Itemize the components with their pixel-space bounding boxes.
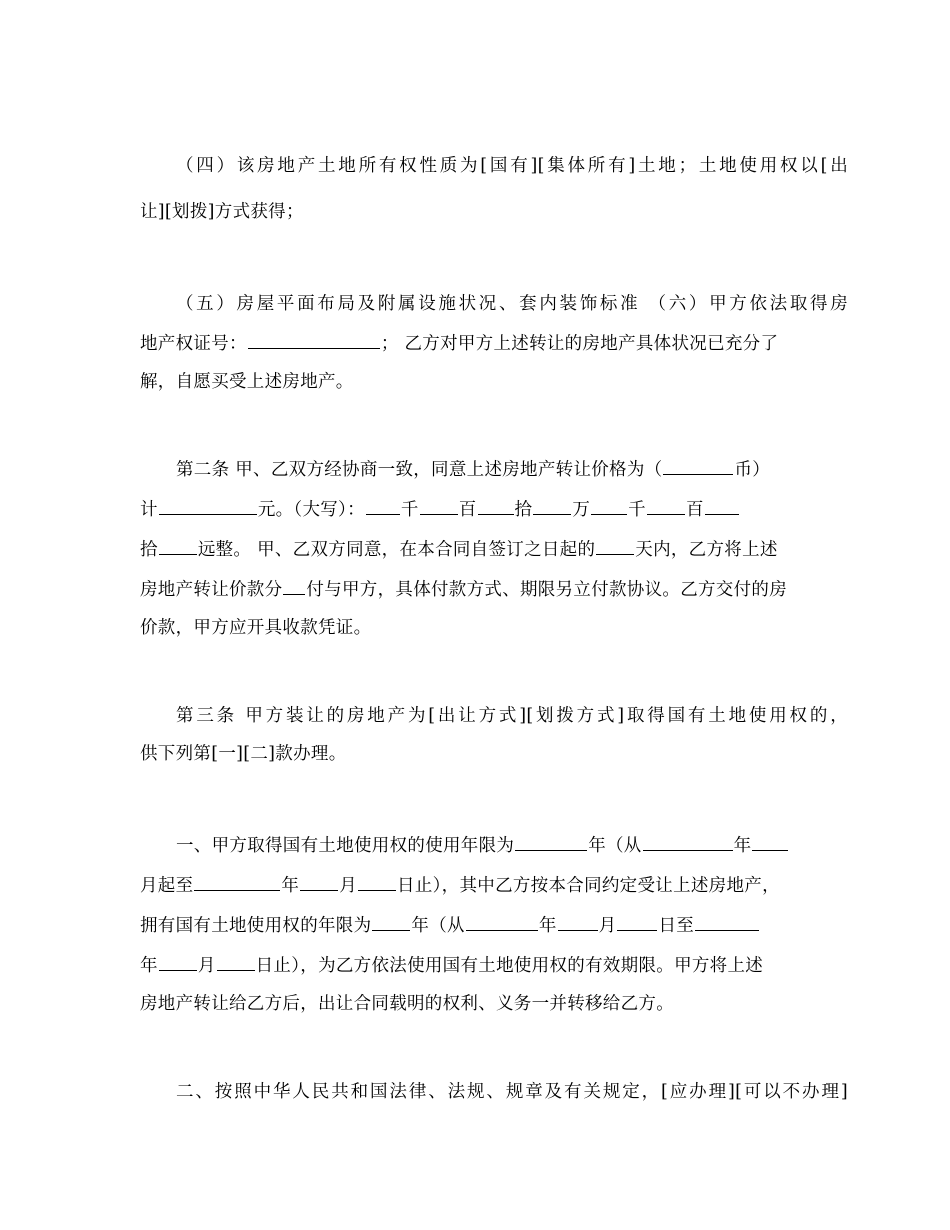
blank[interactable]	[194, 872, 280, 891]
text: 供下列第[一][二]款办理。	[140, 744, 347, 764]
text: 日至	[658, 916, 695, 936]
text: 地产权证号：	[140, 334, 247, 354]
blank[interactable]	[478, 496, 514, 515]
text: 拾	[140, 540, 158, 560]
text: （四）该房地产土地所有权性质为[国有][集体所有]土地；土地使用权以[出	[176, 156, 848, 176]
blank[interactable]	[300, 872, 338, 891]
text: 天内，乙方将上述	[635, 540, 778, 560]
blank[interactable]	[695, 912, 759, 931]
text: 年	[281, 876, 300, 896]
text: 让][划拨]方式获得；	[140, 202, 304, 222]
currency-blank[interactable]	[663, 456, 733, 475]
text: 付与甲方，具体付款方式、期限另立付款协议。乙方交付的房	[306, 580, 788, 600]
blank[interactable]	[515, 832, 587, 851]
section-5-line-1	[176, 292, 848, 316]
article-2-line-2	[140, 496, 812, 522]
text: 万	[572, 500, 591, 520]
clause-1-line-4	[140, 952, 812, 978]
text: 千	[628, 500, 646, 520]
text: 年（从	[588, 836, 642, 856]
clause-1-line-1	[176, 832, 848, 858]
text: 价款，甲方应开具收款凭证。	[140, 618, 372, 638]
blank[interactable]	[420, 496, 458, 515]
text: 月起至	[140, 876, 194, 896]
clause-1-line-2	[140, 872, 812, 898]
text: 日止），为乙方依法使用国有土地使用权的有效期限。甲方将上述	[255, 956, 764, 976]
blank[interactable]	[558, 912, 598, 931]
text: 解，自愿买受上述房地产。	[140, 372, 354, 392]
text: 月	[197, 956, 216, 976]
text: 二、按照中华人民共和国法律、法规、规章及有关规定，[应办理][可以不办理]	[176, 1082, 848, 1102]
blank[interactable]	[217, 952, 255, 971]
text: 第三条 甲方装让的房地产为[出让方式][划拨方式]取得国有土地使用权的，	[176, 706, 848, 726]
text: 币）	[734, 460, 771, 480]
blank[interactable]	[647, 496, 685, 515]
article-3-line-1	[176, 704, 848, 728]
text: 元。（大写）：	[257, 500, 365, 520]
blank[interactable]	[159, 952, 197, 971]
text: 房地产转让给乙方后，出让合同载明的权利、义务一并转移给乙方。	[140, 994, 674, 1014]
article-3-line-2	[140, 742, 812, 766]
article-2-line-3	[140, 536, 812, 562]
text: 年（从	[411, 916, 465, 936]
section-5-line-2	[140, 330, 812, 356]
text: 年	[140, 956, 158, 976]
text: 千	[400, 500, 419, 520]
text: ； 乙方对甲方上述转让的房地产具体状况已充分了	[380, 334, 779, 354]
text: 拥有国有土地使用权的年限为	[140, 916, 372, 936]
text: 百	[685, 500, 704, 520]
section-5-line-3	[140, 370, 812, 394]
blank[interactable]	[617, 912, 657, 931]
blank[interactable]	[366, 496, 400, 515]
clause-2-line-1	[176, 1080, 848, 1104]
article-2-line-5	[140, 616, 812, 640]
installments-blank[interactable]	[283, 576, 305, 595]
text: 远整。 甲、乙双方同意，在本合同自签订之日起的	[197, 540, 596, 560]
days-blank[interactable]	[596, 536, 634, 555]
text: 日止），其中乙方按本合同约定受让上述房地产，	[397, 876, 780, 896]
blank[interactable]	[466, 912, 538, 931]
blank[interactable]	[643, 832, 733, 851]
blank[interactable]	[358, 872, 396, 891]
blank[interactable]	[705, 496, 739, 515]
text: 拾	[514, 500, 533, 520]
clause-1-line-5	[140, 992, 812, 1016]
blank[interactable]	[159, 536, 197, 555]
property-cert-number-blank[interactable]	[248, 330, 380, 349]
article-2-line-1	[176, 456, 848, 482]
text: 年	[733, 836, 752, 856]
blank[interactable]	[591, 496, 627, 515]
blank[interactable]	[533, 496, 571, 515]
text: 百	[458, 500, 477, 520]
article-2-line-4	[140, 576, 812, 602]
text: 房地产转让价款分	[140, 580, 283, 600]
text: 第二条 甲、乙双方经协商一致，同意上述房地产转让价格为（	[176, 460, 663, 480]
blank[interactable]	[372, 912, 410, 931]
text: （五）房屋平面布局及附属设施状况、套内装饰标准 （六）甲方依法取得房	[176, 294, 848, 314]
text: 年	[538, 916, 557, 936]
text: 月	[339, 876, 358, 896]
blank[interactable]	[752, 832, 788, 851]
text: 计	[140, 500, 158, 520]
text: 月	[598, 916, 617, 936]
text: 一、甲方取得国有土地使用权的使用年限为	[176, 836, 515, 856]
section-4-line-2	[140, 200, 812, 224]
price-amount-blank[interactable]	[159, 496, 257, 515]
section-4-line-1	[176, 154, 848, 178]
clause-1-line-3	[140, 912, 812, 938]
